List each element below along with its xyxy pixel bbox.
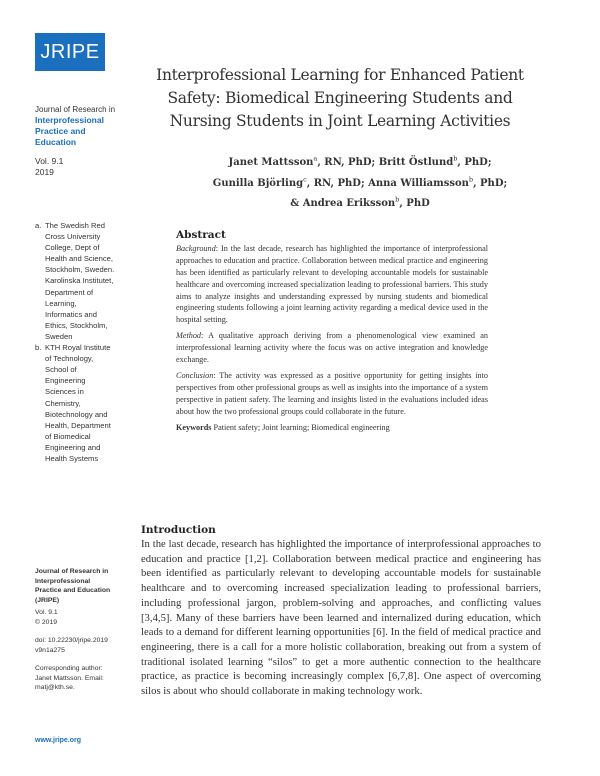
article-title: Interprofessional Learning for Enhanced Patient Safety: Biomedical Engineering Students and Nursing Students in Joint Learning Activities [156, 66, 524, 130]
affiliation-item [35, 220, 115, 342]
volume: Vol. 9.1 [35, 156, 64, 166]
year: 2019 [35, 167, 54, 177]
abstract-method: Method: A qualitative approach deriving from a phenomenological view examined an interprofessional learning activity where the focus was on active integration and knowledge exchange. [176, 331, 488, 365]
abstract-conclusion: Conclusion: The activity was expressed as a positive opportunity for getting insights into perspectives from other professional groups as well as insights into the importance of a system perspective in patient safety. The learning and insights listed in the evaluations included ideas about how the two professional groups could collaborate in the future. [176, 370, 488, 416]
abstract-keywords: Keywords Patient safety; Joint learning; Biomedical engineering [176, 422, 390, 432]
abstract-section [176, 230, 488, 438]
journal-name-prefix: Journal of Research in [35, 105, 116, 114]
introduction-section [141, 523, 541, 699]
copyright: © 2019 [35, 618, 58, 626]
journal-name-line: Practice and [35, 126, 86, 136]
author-list [170, 151, 550, 212]
introduction-text: In the last decade, research has highlighted the importance of interprofessional approaches to education and practice [1,2]. Collaboration between medical practice and engineering has been identified as particularly relevant to developing accountable models for sustainable healthcare and to overcoming increased specialization leading to professional barriers, including professional jargon, problem-solving and approaches, and conflicting values [3,4,5]. Many of these barriers have been learned and internalized during education, which leads to a demand for different learning opportunities [6]. In the field of medical practice and engineering, there is a call for a more holistic collaboration, breaking out from a system of traditional isolated learning “silos” to get a more authentic connection to the healthcare practice, as practice is becoming increasingly complex [6,7,8]. One aspect of overcoming silos is about who should collaborate in making technology work. [141, 538, 541, 698]
abstract-heading: Abstract [176, 229, 226, 241]
author: Gunilla Björling$^c$, RN, PhD; [212, 175, 365, 189]
volume: Vol. 9.1 [35, 609, 58, 616]
journal-name-line: Interprofessional [35, 115, 104, 125]
article-info [35, 567, 115, 693]
author: Janet Mattsson$^a$, RN, PhD; [228, 155, 376, 169]
author: Britt Östlund$^b$, PhD; [378, 155, 492, 169]
abstract-background: Background: In the last decade, research has highlighted the importance of interprofessional approaches to education and practice. Collaboration between medical practice and engineering has been identified as particularly relevant to developing accountable models for sustainable healthcare and overcoming increased specialization leading to professional barriers. This study aims to analyze insights and understanding expressed by nursing students and biomedical engineering students following a joint learning activity regarding a medical device used in the hospital setting. [176, 243, 488, 325]
affiliation-text: The Swedish Red Cross University College, Dept of Health and Science, Stockholm, Sweden. Karolinska Institutet, Department of Learning, Informatics and Ethics, Stockholm, Sweden [45, 221, 115, 341]
corresponding-author: Corresponding author: Janet Mattsson. Email: matj@kth.se. [35, 665, 104, 691]
doi: doi: 10.22230/jripe.2019 v9n1a275 [35, 637, 108, 654]
affiliation-text: KTH Royal Institute of Technology, School of Engineering Sciences in Chemistry, Biotechnology and Health, Department of Biomedical Engineering and Health Systems [45, 343, 111, 463]
affiliation-label: b. [35, 343, 42, 353]
affiliation-item [35, 342, 115, 464]
journal-logo: JRIPE [35, 33, 105, 71]
introduction-heading: Introduction [141, 524, 216, 536]
journal-name-line: Education [35, 137, 77, 147]
volume-block [35, 156, 63, 178]
author: Anna Williamsson$^b$, PhD; [368, 175, 508, 189]
journal-full-name: Journal of Research in Interprofessional Practice and Education (JRIPE) [35, 568, 111, 604]
affiliation-label: a. [35, 221, 42, 230]
journal-name-block [35, 104, 130, 148]
website-link[interactable]: www.jripe.org [35, 737, 82, 744]
author: & Andrea Eriksson$^b$, PhD [290, 195, 430, 209]
affiliations [35, 220, 115, 464]
